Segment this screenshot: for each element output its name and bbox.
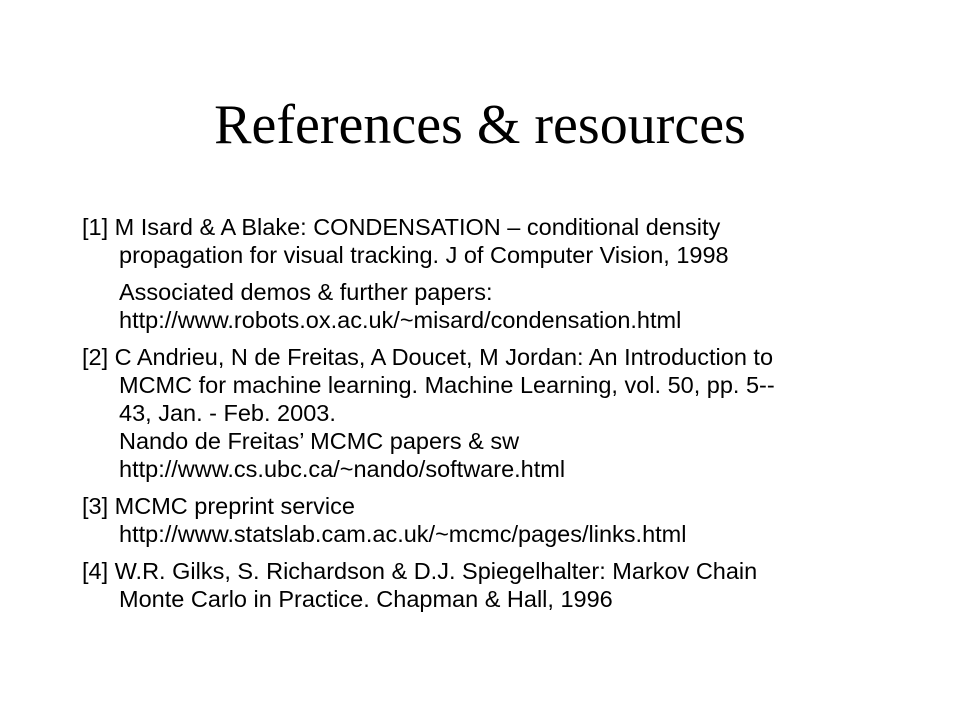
- reference-item-1: [82, 213, 882, 269]
- reference-list: [82, 213, 882, 622]
- reference-item-2: [82, 343, 882, 483]
- reference-item-4: [82, 557, 882, 613]
- reference-line: [3] MCMC preprint service: [82, 493, 355, 519]
- reference-line: [1] M Isard & A Blake: CONDENSATION – conditional density: [82, 214, 721, 240]
- reference-line: Monte Carlo in Practice. Chapman & Hall, 1996: [119, 586, 613, 612]
- reference-item-3: [82, 492, 882, 548]
- reference-line: 43, Jan. - Feb. 2003.: [119, 400, 336, 426]
- reference-line: Nando de Freitas’ MCMC papers & sw: [119, 428, 520, 454]
- slide-title: References & resources: [214, 94, 746, 156]
- reference-link[interactable]: http://www.cs.ubc.ca/~nando/software.html: [119, 456, 566, 482]
- reference-link[interactable]: http://www.statslab.cam.ac.uk/~mcmc/pages/links.html: [119, 521, 687, 547]
- reference-line: Associated demos & further papers:: [119, 279, 493, 305]
- reference-line: [2] C Andrieu, N de Freitas, A Doucet, M Jordan: An Introduction to: [82, 344, 774, 370]
- reference-line: [4] W.R. Gilks, S. Richardson & D.J. Spiegelhalter: Markov Chain: [82, 558, 758, 584]
- reference-line: MCMC for machine learning. Machine Learning, vol. 50, pp. 5--: [119, 372, 775, 398]
- reference-note: [82, 278, 882, 334]
- reference-link[interactable]: http://www.robots.ox.ac.uk/~misard/condensation.html: [119, 307, 682, 333]
- reference-line: propagation for visual tracking. J of Computer Vision, 1998: [119, 242, 729, 268]
